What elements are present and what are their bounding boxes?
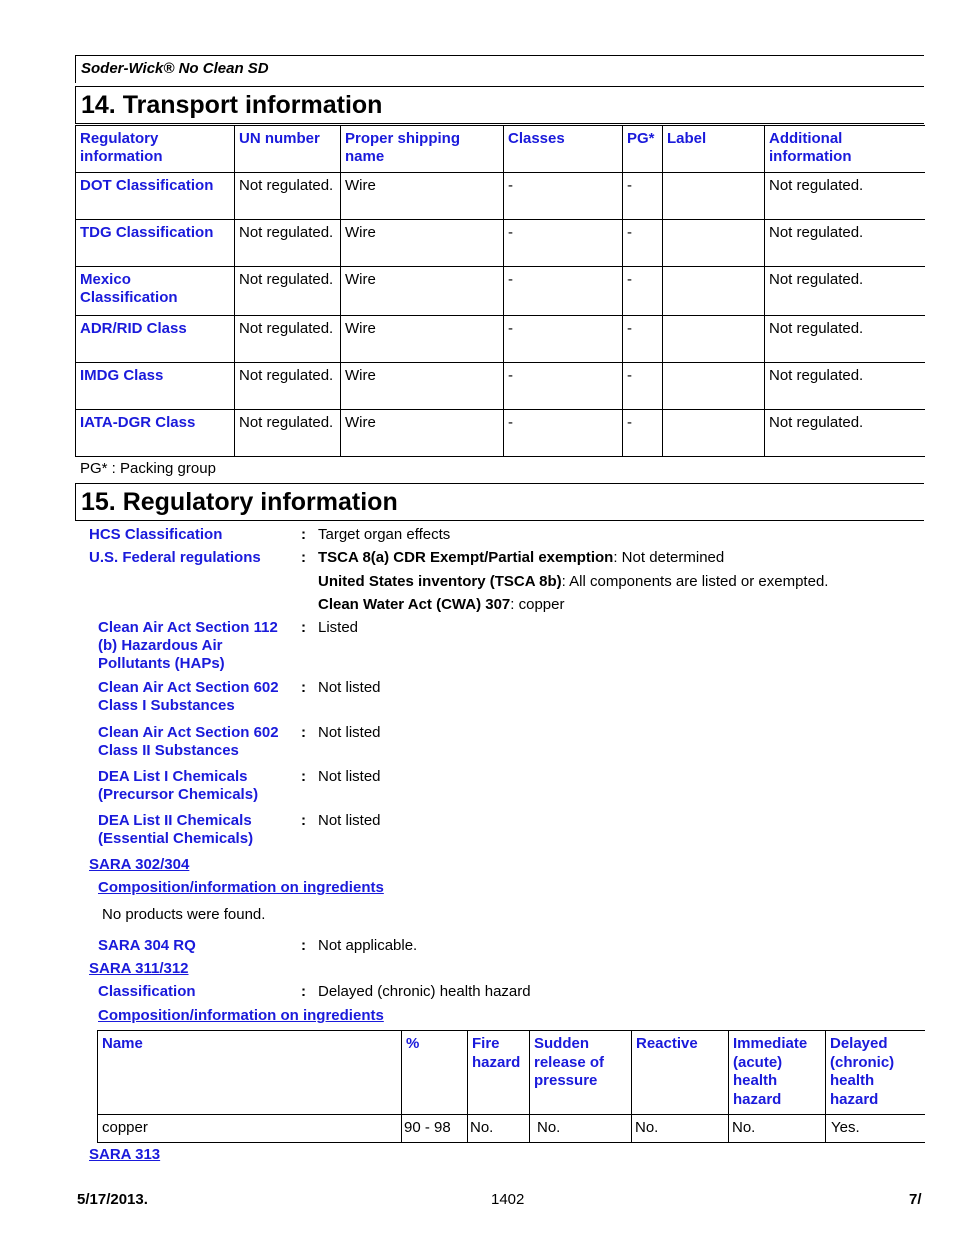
transport-table (75, 125, 925, 457)
caa602-class1-value: Not listed (318, 679, 381, 696)
product-name-header: Soder-Wick® No Clean SD (75, 55, 924, 83)
row-name: IATA-DGR Class (76, 410, 235, 457)
additional-info-cell: Not regulated. (765, 316, 925, 363)
col-delayed-hazard: Delayed (chronic) health hazard (826, 1031, 925, 1115)
additional-info-cell: Not regulated. (765, 220, 925, 267)
delayed-hazard-cell: Yes. (826, 1115, 925, 1143)
label-cell (663, 410, 765, 457)
classes-cell: - (504, 267, 623, 316)
additional-info-cell: Not regulated. (765, 173, 925, 220)
col-percent: % (402, 1031, 468, 1115)
pg-cell: - (623, 410, 663, 457)
table-row (76, 267, 925, 316)
transport-header-row (76, 126, 925, 173)
footer-code: 1402 (491, 1191, 525, 1208)
un-number-cell: Not regulated. (235, 363, 341, 410)
ingredient-name: copper (98, 1115, 402, 1143)
dea1-value: Not listed (318, 768, 381, 785)
sara-header-row (98, 1031, 925, 1115)
caa602-class1-label: Clean Air Act Section 602 Class I Substances (98, 679, 279, 714)
section-14-title: 14. Transport information (75, 86, 924, 124)
row-name: ADR/RID Class (76, 316, 235, 363)
sara304-value: Not applicable. (318, 937, 418, 954)
pg-cell: - (623, 267, 663, 316)
classes-cell: - (504, 410, 623, 457)
immediate-hazard-cell: No. (729, 1115, 826, 1143)
sara-313-link[interactable]: SARA 313 (89, 1146, 161, 1163)
caa112-value: Listed (318, 619, 359, 636)
colon: : (301, 679, 306, 696)
dea2-label: DEA List II Chemicals (Essential Chemicals) (98, 812, 254, 847)
footer-page: 7/ (909, 1191, 922, 1208)
section-15-title: 15. Regulatory information (75, 483, 924, 521)
federal-label: U.S. Federal regulations (89, 549, 261, 566)
label-cell (663, 316, 765, 363)
col-fire-hazard: Fire hazard (468, 1031, 530, 1115)
shipping-name-cell: Wire (341, 173, 504, 220)
packing-group-note: PG* : Packing group (80, 460, 216, 477)
sara304-label: SARA 304 RQ (98, 937, 196, 954)
cwa-bold: Clean Water Act (CWA) 307 (318, 596, 511, 613)
table-row (76, 363, 925, 410)
shipping-name-cell: Wire (341, 410, 504, 457)
classification-value: Delayed (chronic) health hazard (318, 983, 531, 1000)
caa602-class2-label: Clean Air Act Section 602 Class II Substances (98, 724, 279, 759)
tsca8b-value: : All components are listed or exempted. (561, 573, 829, 590)
colon: : (301, 768, 306, 785)
pg-cell: - (623, 220, 663, 267)
col-reactive: Reactive (632, 1031, 729, 1115)
col-label: Label (663, 126, 765, 173)
dea1-label: DEA List I Chemicals (Precursor Chemicals) (98, 768, 259, 803)
composition-link[interactable]: Composition/information on ingredients (98, 879, 384, 896)
row-name: IMDG Class (76, 363, 235, 410)
cwa-value: : copper (510, 596, 565, 613)
table-row (76, 316, 925, 363)
col-proper-shipping-name: Proper shipping name (341, 126, 504, 173)
col-pg: PG* (623, 126, 663, 173)
label-cell (663, 267, 765, 316)
tsca8b-bold: United States inventory (TSCA 8b) (318, 573, 562, 590)
shipping-name-cell: Wire (341, 316, 504, 363)
shipping-name-cell: Wire (341, 220, 504, 267)
ingredient-percent: 90 - 98 (402, 1115, 468, 1143)
un-number-cell: Not regulated. (235, 173, 341, 220)
col-regulatory-info: Regulatory information (76, 126, 235, 173)
table-row (76, 410, 925, 457)
caa602-class2-value: Not listed (318, 724, 381, 741)
additional-info-cell: Not regulated. (765, 363, 925, 410)
tsca8b-line (318, 573, 828, 591)
colon: : (301, 526, 306, 543)
additional-info-cell: Not regulated. (765, 410, 925, 457)
label-cell (663, 363, 765, 410)
sara-302-304-link[interactable]: SARA 302/304 (89, 856, 190, 873)
pg-cell: - (623, 363, 663, 410)
classes-cell: - (504, 316, 623, 363)
classification-label: Classification (98, 983, 196, 1000)
row-name: Mexico Classification (76, 267, 235, 316)
classes-cell: - (504, 173, 623, 220)
sara-hazard-table (97, 1030, 925, 1143)
footer-date: 5/17/2013. (77, 1191, 148, 1208)
colon: : (301, 724, 306, 741)
tsca8a-line (318, 549, 724, 567)
no-products-text: No products were found. (102, 906, 266, 923)
hcs-label: HCS Classification (89, 526, 223, 543)
pg-cell: - (623, 173, 663, 220)
label-cell (663, 173, 765, 220)
colon: : (301, 983, 306, 1000)
reactive-cell: No. (632, 1115, 729, 1143)
classes-cell: - (504, 363, 623, 410)
hcs-value: Target organ effects (318, 526, 451, 543)
label-cell (663, 220, 765, 267)
composition-link-2[interactable]: Composition/information on ingredients (98, 1007, 384, 1024)
row-name: TDG Classification (76, 220, 235, 267)
shipping-name-cell: Wire (341, 363, 504, 410)
col-name: Name (98, 1031, 402, 1115)
colon: : (301, 937, 306, 954)
colon: : (301, 812, 306, 829)
un-number-cell: Not regulated. (235, 410, 341, 457)
colon: : (301, 619, 306, 636)
col-immediate-hazard: Immediate (acute) health hazard (729, 1031, 826, 1115)
dea2-value: Not listed (318, 812, 381, 829)
table-row (76, 173, 925, 220)
col-classes: Classes (504, 126, 623, 173)
row-name: DOT Classification (76, 173, 235, 220)
un-number-cell: Not regulated. (235, 316, 341, 363)
fire-hazard-cell: No. (468, 1115, 530, 1143)
classes-cell: - (504, 220, 623, 267)
additional-info-cell: Not regulated. (765, 267, 925, 316)
table-row (76, 220, 925, 267)
tsca8a-bold: TSCA 8(a) CDR Exempt/Partial exemption (318, 549, 614, 566)
un-number-cell: Not regulated. (235, 220, 341, 267)
sara-311-312-link[interactable]: SARA 311/312 (89, 960, 189, 977)
pg-cell: - (623, 316, 663, 363)
col-un-number: UN number (235, 126, 341, 173)
col-sudden-release: Sudden release of pressure (530, 1031, 632, 1115)
caa112-label: Clean Air Act Section 112 (b) Hazardous Air Pollutants (HAPs) (98, 619, 278, 672)
colon: : (301, 549, 306, 566)
col-additional-info: Additional information (765, 126, 925, 173)
table-row (98, 1115, 925, 1143)
sudden-release-cell: No. (530, 1115, 632, 1143)
cwa-line (318, 596, 564, 614)
un-number-cell: Not regulated. (235, 267, 341, 316)
tsca8a-value: : Not determined (613, 549, 725, 566)
shipping-name-cell: Wire (341, 267, 504, 316)
